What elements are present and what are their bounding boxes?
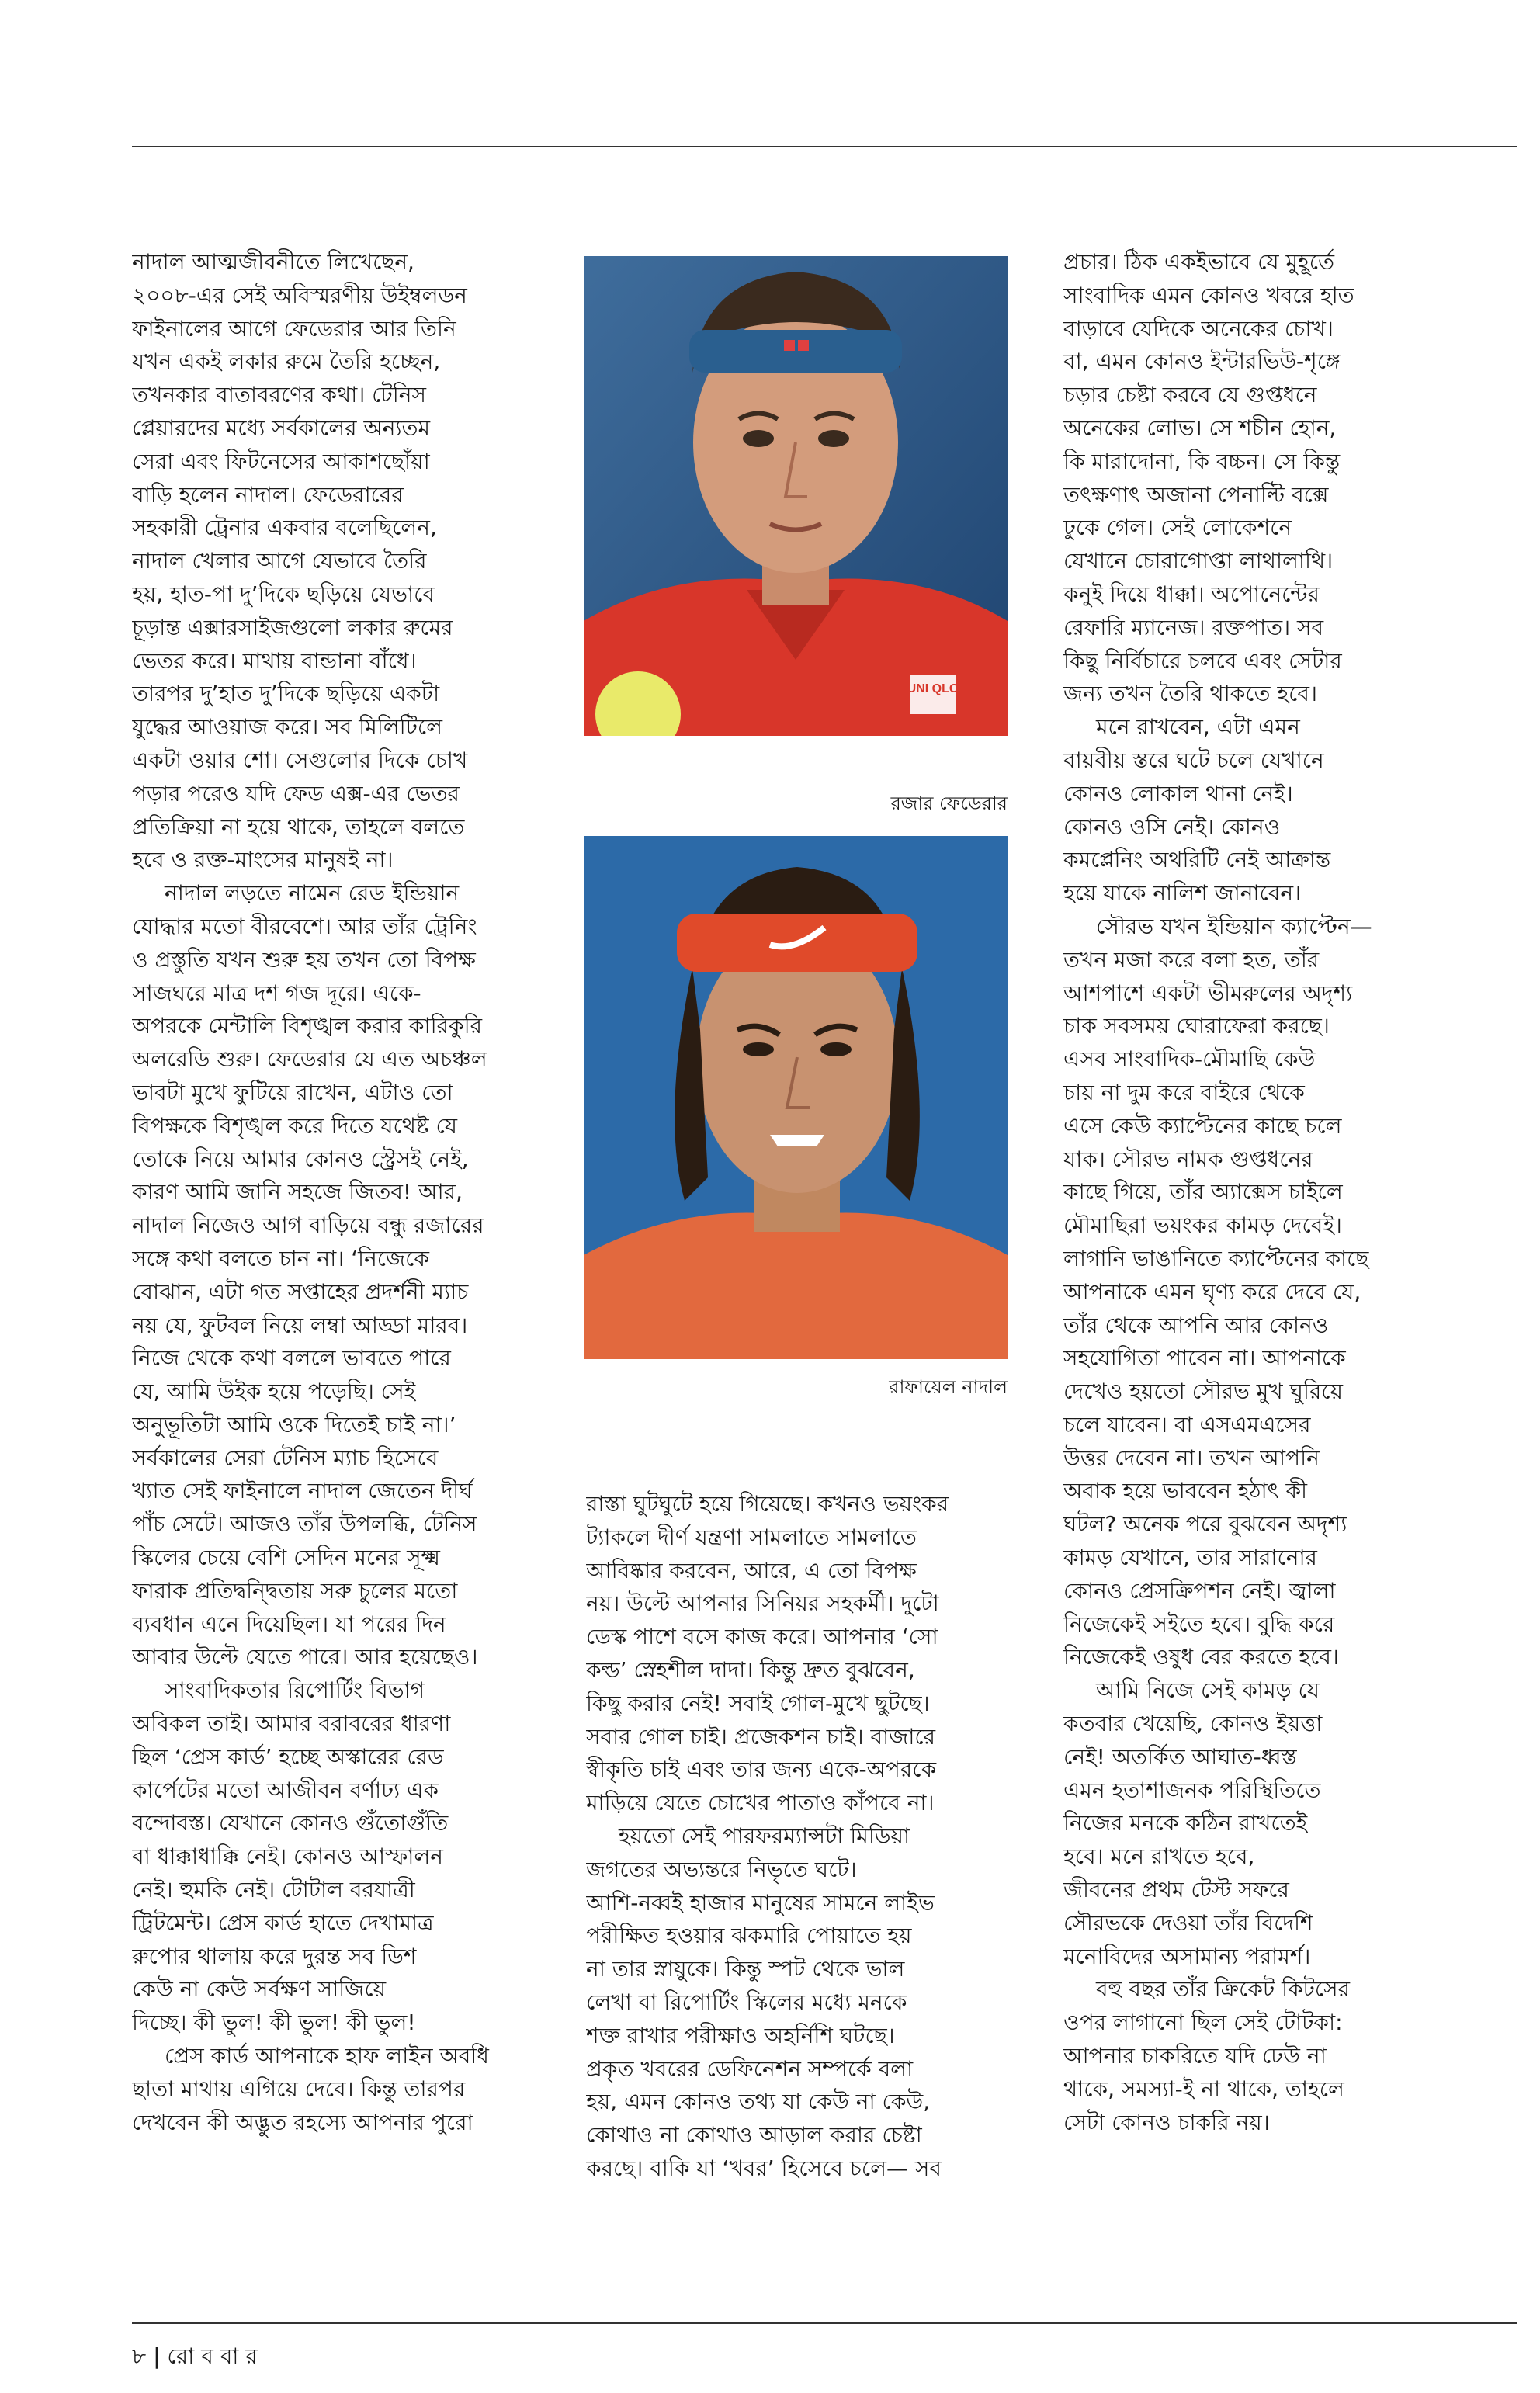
text-line: দিচ্ছে। কী ভুল! কী ভুল! কী ভুল! [132,2010,416,2036]
text-line: প্রেস কার্ড আপনাকে হাফ লাইন অবধি [165,2043,490,2069]
text-line: চড়ার চেষ্টা করবে যে গুপ্তধনে [1063,382,1317,408]
text-line: অপরকে মেন্টালি বিশৃঙ্খল করার কারিকুরি [132,1013,483,1039]
text-line: পরীক্ষিত হওয়ার ঝকমারি পোয়াতে হয় [586,1923,912,1949]
text-line: তখনকার বাতাবরণের কথা। টেনিস [132,382,427,408]
text-line: খ্যাত সেই ফাইনালে নাদাল জেতেন দীর্ঘ [132,1478,473,1504]
text-line: যাক। সৌরভ নামক গুপ্তধনের [1063,1146,1313,1172]
text-line: সঙ্গে কথা বলতে চান না। ‘নিজেকে [132,1245,429,1271]
text-line: নিজের মনকে কঠিন রাখতেই [1063,1810,1308,1836]
text-line: অবিকল তাই। আমার বরাবরের ধারণা [132,1711,451,1737]
text-line: রুপোর থালায় করে দুরন্ত সব ডিশ [132,1943,417,1969]
text-line: চলে যাবেন। বা এসএমএসের [1063,1411,1311,1438]
text-line: মৌমাছিরা ভয়ংকর কামড় দেবেই। [1063,1212,1342,1239]
text-line: দেখবেন কী অদ্ভুত রহস্যে আপনার পুরো [132,2109,473,2135]
text-line: নাদাল আত্মজীবনীতে লিখেছেন, [132,249,414,275]
text-line: এসব সাংবাদিক-মৌমাছি কেউ [1063,1046,1316,1073]
text-line: যোদ্ধার মতো বীরবেশে। আর তাঁর ট্রেনিং [132,913,477,939]
column-right [1063,246,1498,2139]
text-line: কোনও প্রেসক্রিপশন নেই। জ্বালা [1063,1577,1336,1604]
text-line: লেখা বা রিপোর্টিং স্কিলের মধ্যে মনকে [586,1989,907,2015]
text-line: বন্দোবস্ত। যেখানে কোনও গুঁতোগুঁতি [132,1810,449,1836]
nadal-photo [584,836,1008,1359]
text-line: নেই। হুমকি নেই। টোটাল বরযাত্রী [132,1877,415,1903]
text-line: ভেতর করে। মাথায় বান্ডানা বাঁধে। [132,647,417,674]
text-line: আপনাকে এমন ঘৃণ্য করে দেবে যে, [1063,1278,1361,1305]
text-line: ছিল ‘প্রেস কার্ড’ হচ্ছে অস্কারের রেড [132,1743,444,1770]
text-line: হয়ে যাকে নালিশ জানাবেন। [1063,880,1302,907]
text-line: আশপাশে একটা ভীমরুলের অদৃশ্য [1063,980,1353,1006]
text-line: মাড়িয়ে যেতে চোখের পাতাও কাঁপবে না। [586,1790,935,1816]
text-line: বিপক্ষকে বিশৃঙ্খল করে দিতে যথেষ্ট যে [132,1112,458,1139]
text-line: কমপ্লেনিং অথরিটি নেই আক্রান্ত [1063,847,1331,873]
text-line: ব্যবধান এনে দিয়েছিল। যা পরের দিন [132,1611,446,1637]
nadal-caption: রাফায়েল নাদাল [889,1376,1008,1398]
text-line: যেখানে চোরাগোপ্তা লাথালাথি। [1063,548,1334,574]
text-line: না তার স্নায়ুকে। কিন্তু স্পট থেকে ভাল [586,1956,905,1982]
federer-headband [689,330,902,373]
text-line: সহযোগিতা পাবেন না। আপনাকে [1063,1345,1346,1372]
text-line: তখন মজা করে বলা হত, তাঁর [1063,946,1320,973]
text-line: এসে কেউ ক্যাপ্টেনের কাছে চলে [1063,1112,1342,1139]
text-line: কাছে গিয়ে, তাঁর অ্যাক্সেস চাইলে [1063,1179,1343,1205]
text-line: আপনার চাকরিতে যদি ঢেউ না [1063,2043,1327,2069]
text-line: স্কিলের চেয়ে বেশি সেদিন মনের সূক্ষ্ম [132,1545,440,1571]
text-line: যে, আমি উইক হয়ে পড়েছি। সেই [132,1379,416,1405]
magazine-title: রো ব বা র [167,2343,258,2369]
text-line: কতবার খেয়েছি, কোনও ইয়ত্তা [1063,1711,1323,1737]
federer-caption: রজার ফেডেরার [890,792,1008,814]
text-line: রেফারি ম্যানেজ। রক্তপাত। সব [1063,614,1324,640]
text-line: ঘটল? অনেক পরে বুঝবেন অদৃশ্য [1063,1511,1348,1538]
page-number: ৮ [132,2343,147,2369]
text-line: চায় না দুম করে বাইরে থেকে [1063,1079,1305,1105]
text-line: ও প্রস্তুতি যখন শুরু হয় তখন তো বিপক্ষ [132,946,476,973]
text-line: সৌরভ যখন ইন্ডিয়ান ক্যাপ্টেন— [1096,913,1372,939]
text-line: মনোবিদের অসামান্য পরামর্শ। [1063,1943,1311,1969]
text-line: সর্বকালের সেরা টেনিস ম্যাচ হিসেবে [132,1444,439,1471]
text-line: একটা ওয়ার শো। সেগুলোর দিকে চোখ [132,747,468,773]
text-line: হয়, হাত-পা দু’দিকে ছড়িয়ে যেভাবে [132,581,435,607]
text-line: থাকে, সমস্যা-ই না থাকে, তাহলে [1063,2076,1344,2102]
text-line: বাড়াবে যেদিকে অনেকের চোখ। [1063,315,1334,342]
text-line: প্রচার। ঠিক একইভাবে যে মুহূর্তে [1063,249,1334,275]
column-left [132,246,565,2139]
text-line: যুদ্ধের আওয়াজ করে। সব মিলিটিলে [132,714,443,740]
text-line: শক্ত রাখার পরীক্ষাও অহর্নিশি ঘটছে। [586,2022,895,2048]
text-line: নেই! অতর্কিত আঘাত-ধ্বস্ত [1063,1743,1297,1770]
text-line: কিছু নির্বিচারে চলবে এবং সেটার [1063,647,1342,674]
text-line: ট্রিটমেন্ট। প্রেস কার্ড হাতে দেখামাত্র [132,1909,434,1936]
text-line: নিজেকেই ওষুধ বের করতে হবে। [1063,1644,1339,1670]
text-line: সাংবাদিক এমন কোনও খবরে হাত [1063,282,1354,308]
text-line: বায়বীয় স্তরে ঘটে চলে যেখানে [1063,747,1324,773]
text-line: ওপর লাগানো ছিল সেই টোটকা: [1063,2010,1343,2036]
text-line: কল্ড’ স্নেহশীল দাদা। কিন্তু দ্রুত বুঝবেন, [586,1656,915,1683]
text-line: ফাইনালের আগে ফেডেরার আর তিনি [132,315,456,342]
text-line: সবার গোল চাই। প্রজেকশন চাই। বাজারে [586,1723,936,1750]
text-line: সাংবাদিকতার রিপোর্টিং বিভাগ [165,1677,425,1704]
text-line: জগতের অভ্যন্তরে নিভৃতে ঘটে। [586,1856,857,1882]
text-line: কোথাও না কোথাও আড়াল করার চেষ্টা [586,2122,922,2148]
federer-photo [584,256,1008,736]
text-line: চূড়ান্ত এক্সারসাইজগুলো লকার রুমের [132,614,453,640]
text-line: হবে ও রক্ত-মাংসের মানুষই না। [132,847,394,873]
text-line: বহু বছর তাঁর ক্রিকেট কিটসের [1096,1976,1351,2003]
text-line: ২০০৮-এর সেই অবিস্মরণীয় উইম্বলডন [132,282,467,308]
page-footer [132,2341,258,2372]
text-line: দেখেও হয়তো সৌরভ মুখ ঘুরিয়ে [1063,1379,1344,1405]
text-line: আবার উল্টে যেতে পারে। আর হয়েছেও। [132,1644,478,1670]
footer-separator: | [153,2343,161,2369]
text-line: নিজেকেই সইতে হবে। বুদ্ধি করে [1063,1611,1335,1637]
text-line: ভাবটা মুখে ফুটিয়ে রাখেন, এটাও তো [132,1079,453,1105]
text-line: তোকে নিয়ে আমার কোনও স্ট্রেসই নেই, [132,1146,469,1172]
text-line: ডেস্ক পাশে বসে কাজ করে। আপনার ‘সো [586,1624,938,1650]
text-line: তারপর দু’হাত দু’দিকে ছড়িয়ে একটা [132,681,440,707]
column-middle-bottom [586,1488,1021,2186]
text-line: কনুই দিয়ে ধাক্কা। অপোনেন্টের [1063,581,1320,607]
text-line: চাক সবসময় ঘোরাফেরা করছে। [1063,1013,1330,1039]
text-line: নয় যে, ফুটবল নিয়ে লম্বা আড্ডা মারব। [132,1312,468,1338]
text-line: প্লেয়ারদের মধ্যে সর্বকালের অন্যতম [132,414,431,441]
bottom-rule [132,2322,1517,2324]
text-line: এমন হতাশাজনক পরিস্থিতিতে [1063,1777,1321,1803]
text-line: ট্যাকলে দীর্ণ যন্ত্রণা সামলাতে সামলাতে [586,1524,917,1550]
text-line: আমি নিজে সেই কামড় যে [1096,1677,1320,1704]
text-line: বোঝান, এটা গত সপ্তাহের প্রদর্শনী ম্যাচ [132,1278,469,1305]
text-line: ছাতা মাথায় এগিয়ে দেবে। কিন্তু তারপর [132,2076,466,2102]
text-line: নাদাল লড়তে নামেন রেড ইন্ডিয়ান [165,880,460,907]
text-line: অবাক হয়ে ভাববেন হঠাৎ কী [1063,1478,1308,1504]
text-line: কামড় যেখানে, তার সারানোর [1063,1545,1317,1571]
text-line: তৎক্ষণাৎ অজানা পেনাল্টি বক্সে [1063,481,1329,508]
text-line: আবিষ্কার করবেন, আরে, এ তো বিপক্ষ [586,1557,917,1583]
text-line: মনে রাখবেন, এটা এমন [1096,714,1300,740]
text-line: উত্তর দেবেন না। তখন আপনি [1063,1444,1320,1471]
text-line: তাঁর থেকে আপনি আর কোনও [1063,1312,1329,1338]
text-line: প্রতিক্রিয়া না হয়ে থাকে, তাহলে বলতে [132,813,465,840]
text-line: করছে। বাকি যা ‘খবর’ হিসেবে চলে— সব [586,2155,942,2181]
text-line: বা, এমন কোনও ইন্টারভিউ-শৃঙ্গে [1063,349,1341,375]
text-line: নয়। উল্টে আপনার সিনিয়র সহকর্মী। দুটো [586,1590,939,1617]
text-line: কোনও লোকাল থানা নেই। [1063,780,1293,806]
text-line: সেরা এবং ফিটনেসের আকাশছোঁয়া [132,448,430,474]
text-line: স্বীকৃতি চাই এবং তার জন্য একে-অপরকে [586,1757,937,1783]
text-line: কার্পেটের মতো আজীবন বর্ণাঢ্য এক [132,1777,439,1803]
text-line: রাস্তা ঘুটঘুটে হয়ে গিয়েছে। কখনও ভয়ংকর [586,1491,949,1517]
text-line: অনুভূতিটা আমি ওকে দিতেই চাই না।’ [132,1411,456,1438]
text-line: সহকারী ট্রেনার একবার বলেছিলেন, [132,515,437,541]
text-line: প্রকৃত খবরের ডেফিনেশন সম্পর্কে বলা [586,2055,914,2082]
text-line: কিছু করার নেই! সবাই গোল-মুখে ছুটছে। [586,1690,930,1716]
text-line: পড়ার পরেও যদি ফেড এক্স-এর ভেতর [132,780,460,806]
text-line: হয়, এমন কোনও তথ্য যা কেউ না কেউ, [586,2089,931,2115]
text-line: নিজে থেকে কথা বললে ভাবতে পারে [132,1345,451,1372]
top-rule [132,146,1517,147]
text-line: নাদাল খেলার আগে যেভাবে তৈরি [132,548,427,574]
text-line: সেটা কোনও চাকরি নয়। [1063,2109,1270,2135]
text-line: ঢুকে গেল। সেই লোকেশনে [1063,515,1292,541]
text-line: কোনও ওসি নেই। কোনও [1063,813,1281,840]
text-line: হয়তো সেই পারফরম্যান্সটা মিডিয়া [619,1822,910,1849]
text-line: হবে। মনে রাখতে হবে, [1063,1843,1255,1870]
text-line: অলরেডি শুরু। ফেডেরার যে এত অচঞ্চল [132,1046,487,1073]
text-line: বা ধাক্কাধাক্কি নেই। কোনও আস্ফালন [132,1843,443,1870]
text-line: জন্য তখন তৈরি থাকতে হবে। [1063,681,1317,707]
text-line: বাড়ি হলেন নাদাল। ফেডেরারের [132,481,404,508]
text-line: যখন একই লকার রুমে তৈরি হচ্ছেন, [132,349,441,375]
text-line: পাঁচ সেটে। আজও তাঁর উপলব্ধি, টেনিস [132,1511,477,1538]
text-line: আশি-নব্বই হাজার মানুষের সামনে লাইভ [586,1889,935,1916]
text-line: কারণ আমি জানি সহজে জিতব! আর, [132,1179,463,1205]
text-line: নাদাল নিজেও আগ বাড়িয়ে বন্ধু রজারের [132,1212,484,1239]
text-line: কি মারাদোনা, কি বচ্চন। সে কিন্তু [1063,448,1341,474]
text-line: ফারাক প্রতিদ্বন্দ্বিতায় সরু চুলের মতো [132,1577,458,1604]
text-line: অনেকের লোভ। সে শচীন হোন, [1063,414,1337,441]
uniqlo-logo: UNI QLO [907,682,959,695]
text-line: লাগানি ভাঙানিতে ক্যাপ্টেনের কাছে [1063,1245,1369,1271]
text-line: কেউ না কেউ সর্বক্ষণ সাজিয়ে [132,1976,387,2003]
text-line: সৌরভকে দেওয়া তাঁর বিদেশি [1063,1909,1313,1936]
text-line: সাজঘরে মাত্র দশ গজ দূরে। একে- [132,980,421,1006]
text-line: জীবনের প্রথম টেস্ট সফরে [1063,1877,1289,1903]
